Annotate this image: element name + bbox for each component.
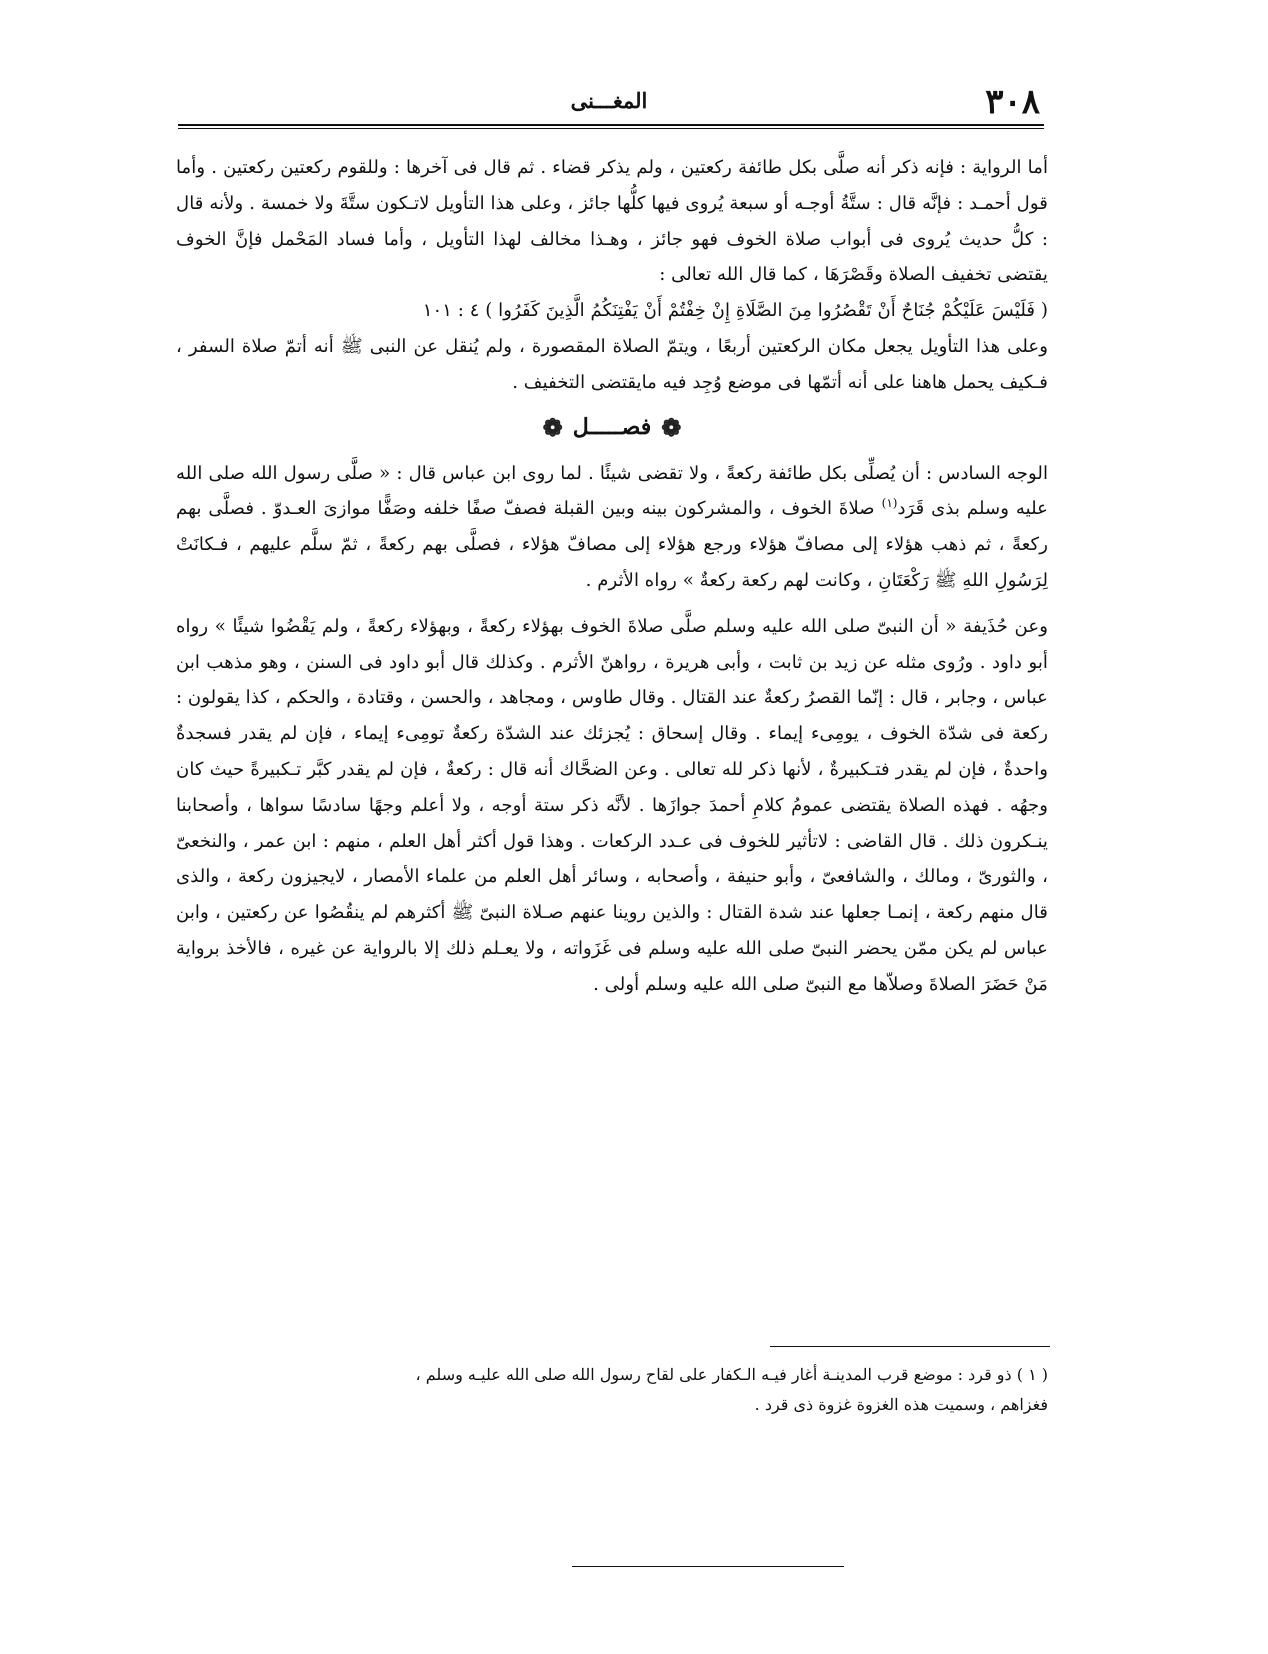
footnote-separator <box>770 1346 1050 1347</box>
header-rule <box>178 124 1044 126</box>
paragraph-text: صلاةَ الخوف ، والمشركون بينه وبين القبلة فصفّ صفًا خلفه وصَفًّا موازىَ العـدوّ . فصلَّى بهم ركعةً ، ثم ذهب هؤلاء إلى مصافّ هؤلاء ورجع هؤلاء إلى مصافّ هؤلاء ، فصلَّى بهم ركعةً ، ثمّ سلَّم عليهم ، فـكانَتْ لِرَسُولِ اللهِ ﷺ رَكْعَتَانِ ، وكانت لهم ركعة ركعةٌ » رواه الأثرم . <box>176 498 1048 591</box>
footnote-line: فغزاهم ، وسميت هذه الغزوة غزوة ذى قرد . <box>754 1395 1048 1414</box>
header-rule-secondary <box>178 128 1044 129</box>
paragraph-text: وعلى هذا التأويل يجعل مكان الركعتين أربعًا ، ويتمّ الصلاة المقصورة ، ولم يُنقل عن النبى ﷺ أنه أتمّ صلاة السفر ، فـكيف يحمل هاهنا على أنه أتمّها فى موضع وُجِد فيه مايقتضى التخفيف . <box>176 335 1048 393</box>
footnote-line: ( ١ ) ذو قرد : موضع قرب المدينـة أغار فيـه الـكفار على لقاح رسول الله صلى الله عليـه وسلم ، <box>415 1365 1048 1384</box>
ornament-icon: ❁ <box>542 412 563 442</box>
main-text <box>176 150 1048 1003</box>
paragraph <box>176 456 1048 599</box>
section-heading-text: فصـــــل <box>572 413 652 440</box>
page-header <box>178 82 1040 126</box>
footnote-reference: (١) <box>881 496 898 511</box>
bottom-rule <box>572 1566 844 1567</box>
running-title: المغـــنى <box>570 88 648 113</box>
section-heading <box>176 407 1048 448</box>
paragraph <box>176 150 1048 401</box>
quran-verse: ( فَلَيْسَ عَلَيْكُمْ جُنَاحٌ أَنْ تَقْصُرُوا مِنَ الصَّلَاةِ إِنْ خِفْتُمْ أَنْ يَفْتِنَكُمُ الَّذِينَ كَفَرُوا ) ٤ : ١٠١ <box>422 300 1048 322</box>
paragraph-text: أما الرواية : فإنه ذكر أنه صلَّى بكل طائفة ركعتين ، ولم يذكر قضاء . ثم قال فى آخرها : وللقوم ركعتين ركعتين . وأما قول أحمـد : فإنَّه قال : ستَّةُ أوجـه أو سبعة يُروى فيها كلُّها جائز ، وعلى هذا التأويل لاتـكون ستَّةَ ولا خمسة . ولأنه قال : كلُّ حديث يُروى فى أبواب صلاة الخوف فهو جائز ، وهـذا مخالف لهذا التأويل ، وأما فساد المَحْمل فإنَّ الخوف يقتضى تخفيف الصلاة وقَصْرَهَا ، كما قال الله تعالى : <box>176 157 1048 286</box>
footnotes <box>176 1360 1048 1420</box>
ornament-icon: ❁ <box>661 412 682 442</box>
paragraph-text: الوجه السادس : أن يُصلِّى بكل طائفة ركعةً ، ولا تقضى شيئًا . لما روى ابن عباس قال : « صلَّى رسول الله صلى الله عليه وسلم بذى قَرَد <box>176 462 1048 520</box>
paragraph: وعن حُذَيفة « أن النبىّ صلى الله عليه وسلم صلَّى صلاةَ الخوف بهؤلاء ركعةً ، وبهؤلاء ركعةً ، ولم يَقْضُوا شيئًا » رواه أبو داود . ورُوى مثله عن زيد بن ثابت ، وأبى هريرة ، رواهنّ الأثرم . وكذلك قال أبو داود فى السنن ، وهو مذهب ابن عباس ، وجابر ، قال : إنّما القصرُ ركعةٌ عند القتال . وقال طاوس ، ومجاهد ، والحسن ، وقتادة ، والحكم ، كذا يقولون : ركعة فى شدّة الخوف ، يومِىء إيماء . وقال إسحاق : يُجزئك عند الشدّة ركعةٌ تومِىء إيماء ، فإن لم يقدر فسجدةٌ واحدةٌ ، فإن لم يقدر فتـكبيرةٌ ، لأنها ذكر لله تعالى . وعن الضحَّاك أنه قال : ركعةٌ ، فإن لم يقدر كبَّر تـكبيرةً حيث كان وجهُه . فهذه الصلاة يقتضى عمومُ كلامِ أحمدَ جوازَها . لأنَّه ذكر ستة أوجه ، ولا أعلم وجهًا سادسًا سواها ، وأصحابنا ينـكرون ذلك . قال القاضى : لاتأثير للخوف فى عـدد الركعات . وهذا قول أكثر أهل العلم ، منهم : ابن عمر ، والنخعىّ ، والثورىّ ، ومالك ، والشافعىّ ، وأبو حنيفة ، وأصحابه ، وسائر أهل العلم من علماء الأمصار ، لايجيزون ركعة ، والذى قال منهم ركعة ، إنمـا جعلها عند شدة القتال : والذين روينا عنهم صـلاة النبىّ ﷺ أكثرهم لم ينقُصُوا عن ركعتين ، وابن عباس لم يكن ممّن يحضر النبىّ صلى الله عليه وسلم فى غَزَواته ، ولا يعـلم ذلك إلا بالرواية عن غيره ، فالأخذ برواية مَنْ حَضَرَ الصلاةَ وصلاّها مع النبىّ صلى الله عليه وسلم أولى . <box>176 615 1048 995</box>
page-number: ٣٠٨ <box>985 82 1040 122</box>
